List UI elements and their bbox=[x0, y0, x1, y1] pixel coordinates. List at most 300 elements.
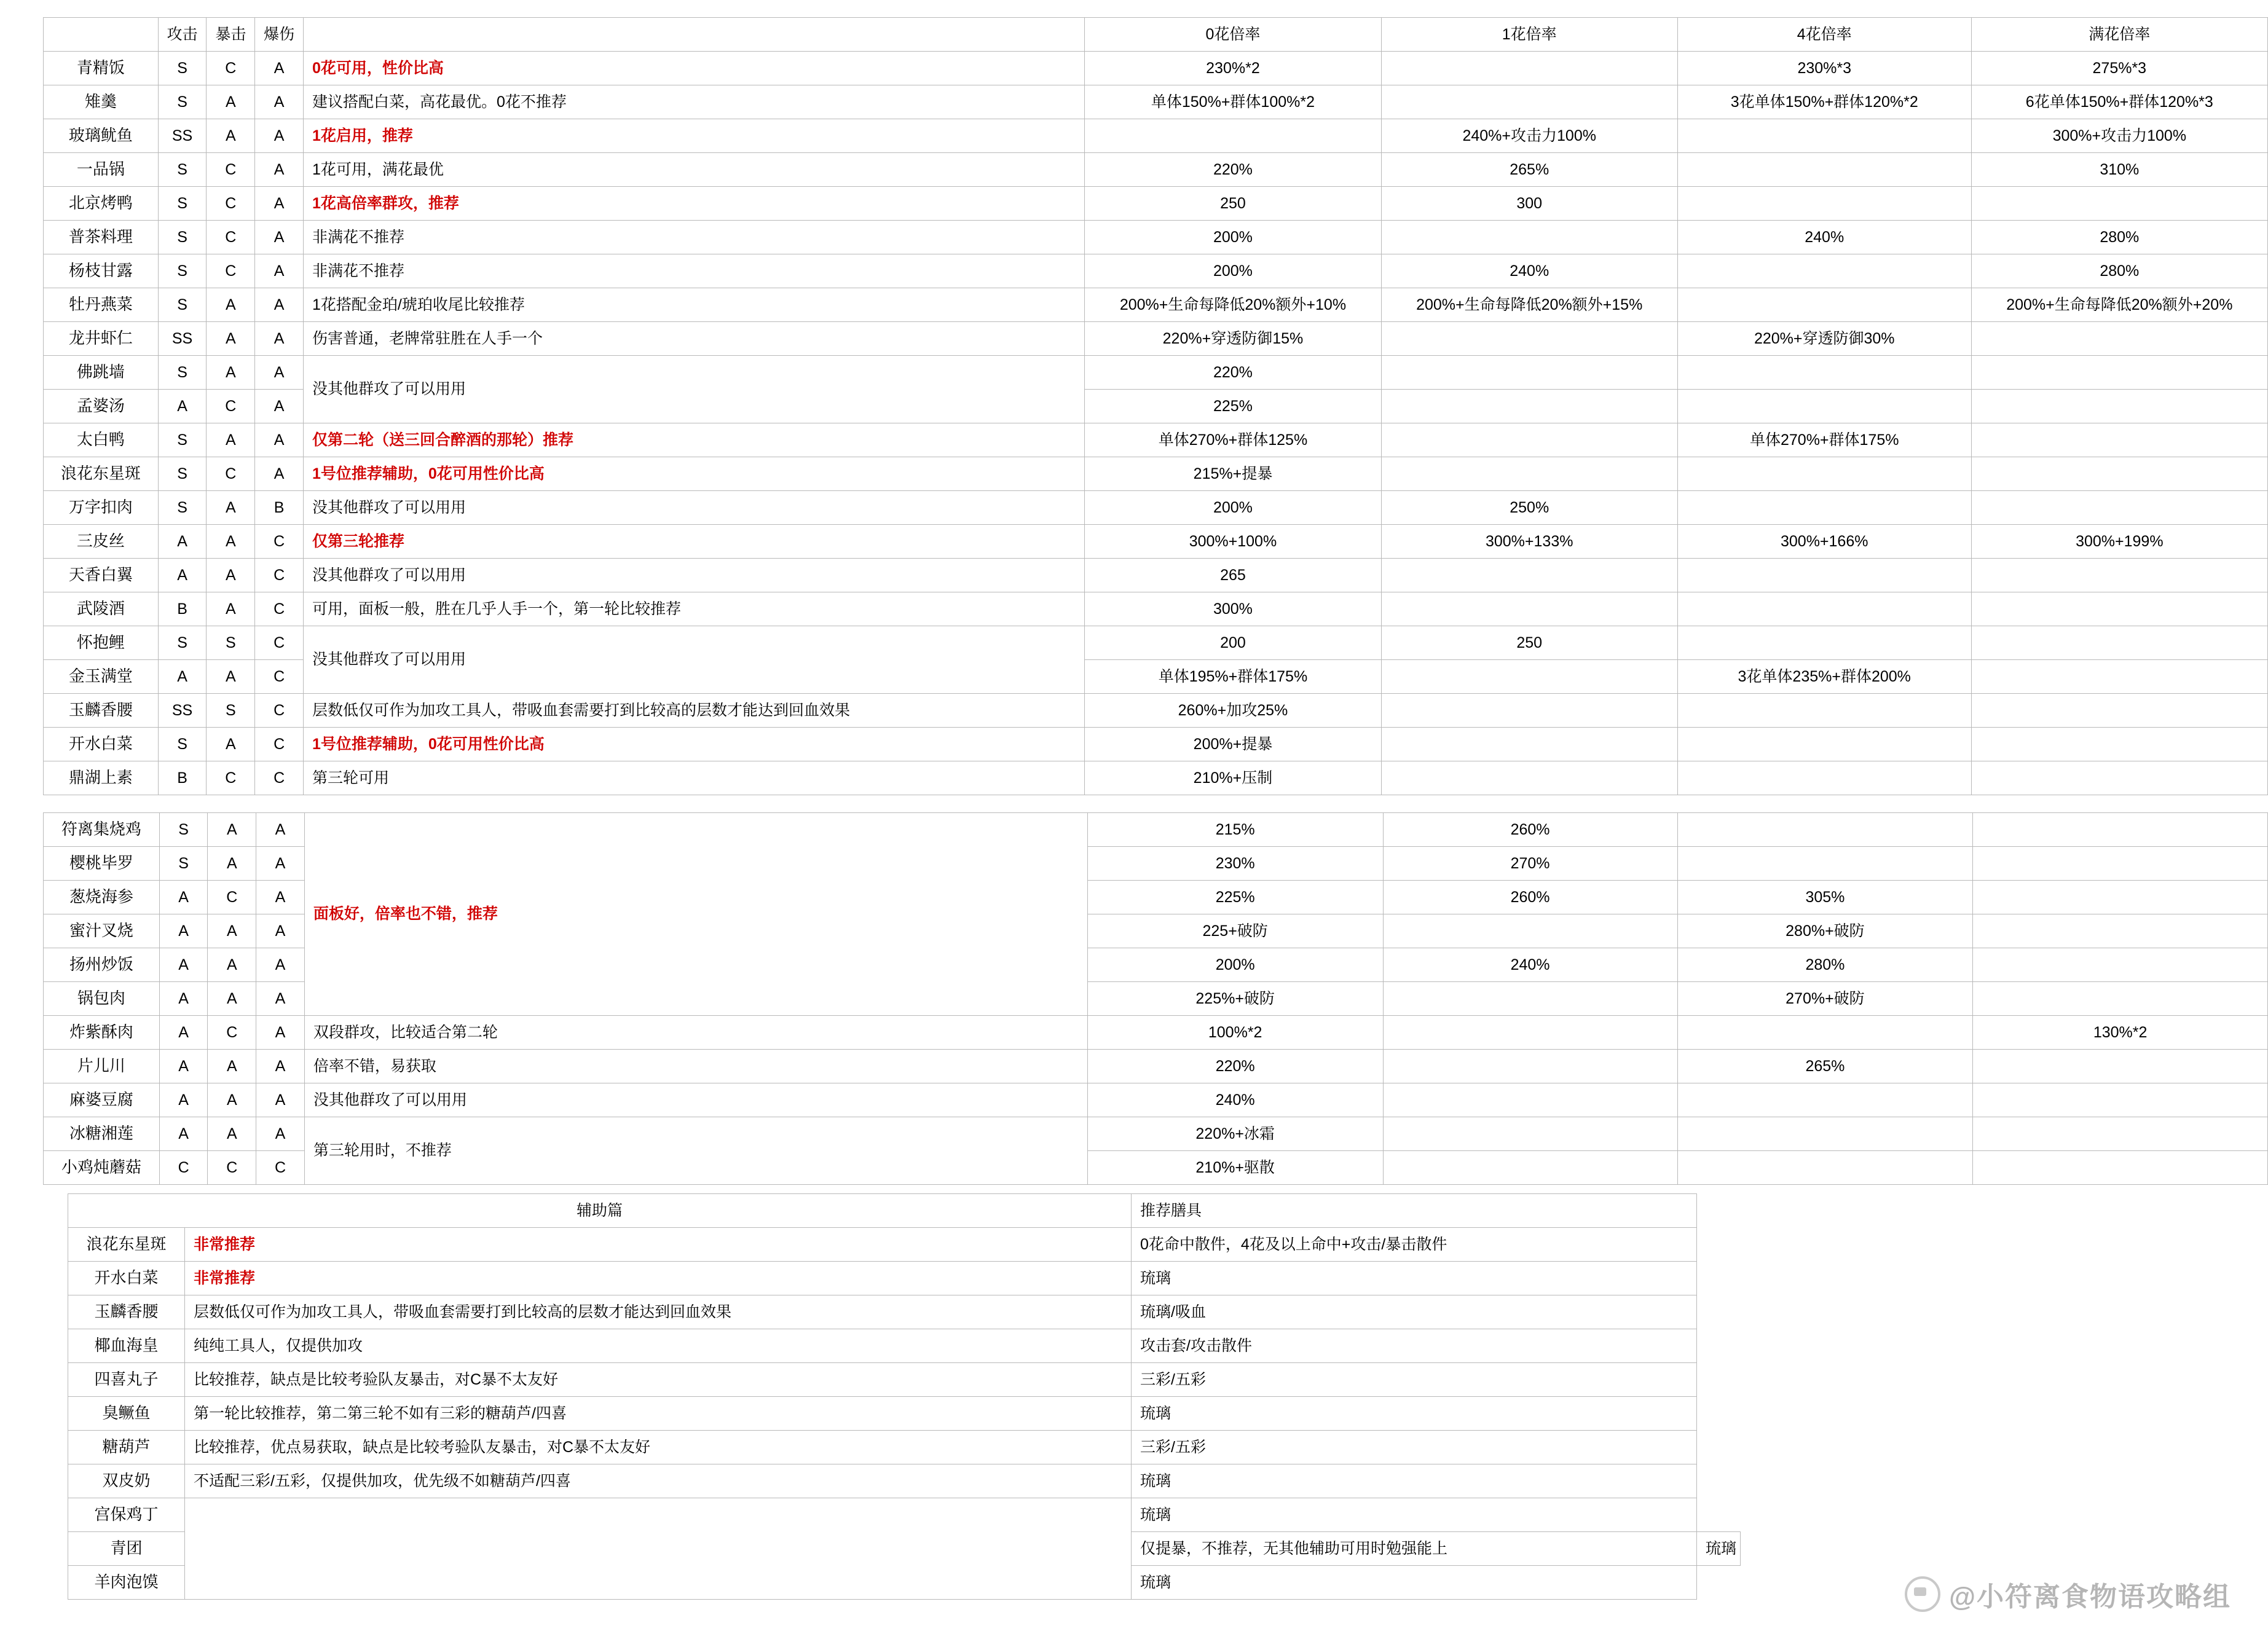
dish-name: 冰糖湘莲 bbox=[44, 1117, 160, 1151]
dish-note: 0花可用，性价比高 bbox=[304, 52, 1085, 85]
attack-grade: S bbox=[158, 626, 207, 660]
recommended-gear: 琉璃 bbox=[1132, 1566, 1697, 1600]
critdmg-grade: A bbox=[255, 322, 304, 356]
ratio-4-flower bbox=[1677, 491, 1971, 525]
crit-grade: C bbox=[207, 761, 255, 795]
crit-grade: C bbox=[208, 1151, 256, 1185]
attack-grade: A bbox=[159, 1016, 208, 1050]
ratio-4-flower bbox=[1677, 813, 1973, 847]
dish-name: 鼎湖上素 bbox=[44, 761, 159, 795]
ratio-4-flower bbox=[1677, 457, 1971, 491]
attack-grade: S bbox=[158, 52, 207, 85]
attack-grade: S bbox=[158, 728, 207, 761]
ratio-full-flower bbox=[1971, 187, 2267, 221]
crit-grade: A bbox=[207, 592, 255, 626]
critdmg-grade: A bbox=[255, 221, 304, 254]
crit-grade: A bbox=[208, 982, 256, 1016]
support-note bbox=[185, 1498, 1132, 1600]
crit-grade: A bbox=[207, 356, 255, 390]
ratio-1-flower: 250% bbox=[1381, 491, 1677, 525]
support-dish-name: 椰血海皇 bbox=[68, 1329, 185, 1363]
critdmg-grade: C bbox=[255, 592, 304, 626]
dish-note: 第三轮可用 bbox=[304, 761, 1085, 795]
ratio-full-flower bbox=[1973, 982, 2268, 1016]
ratio-0-flower: 200% bbox=[1085, 491, 1381, 525]
crit-grade: C bbox=[208, 1016, 256, 1050]
recommended-gear: 0花命中散件，4花及以上命中+攻击/暴击散件 bbox=[1132, 1228, 1697, 1262]
dish-name: 青精饭 bbox=[44, 52, 159, 85]
ratio-1-flower: 240%+攻击力100% bbox=[1381, 119, 1677, 153]
ratio-1-flower: 200%+生命每降低20%额外+15% bbox=[1381, 288, 1677, 322]
dish-note: 双段群攻，比较适合第二轮 bbox=[304, 1016, 1087, 1050]
support-dish-name: 臭鳜鱼 bbox=[68, 1397, 185, 1431]
dish-note: 建议搭配白菜，高花最优。0花不推荐 bbox=[304, 85, 1085, 119]
support-dish-name: 青团 bbox=[68, 1532, 185, 1566]
ratio-full-flower bbox=[1971, 694, 2267, 728]
attack-grade: S bbox=[159, 813, 208, 847]
ratio-1-flower: 240% bbox=[1383, 948, 1677, 982]
support-dish-name: 浪花东星斑 bbox=[68, 1228, 185, 1262]
attack-grade: S bbox=[158, 423, 207, 457]
crit-grade: C bbox=[208, 881, 256, 914]
ratio-full-flower bbox=[1973, 813, 2268, 847]
dish-name: 武陵酒 bbox=[44, 592, 159, 626]
attack-grade: A bbox=[158, 525, 207, 559]
ratio-4-flower bbox=[1677, 254, 1971, 288]
support-row bbox=[68, 1464, 1741, 1498]
attack-grade: A bbox=[159, 982, 208, 1016]
recommended-gear: 琉璃 bbox=[1132, 1262, 1697, 1295]
ratio-4-flower bbox=[1677, 559, 1971, 592]
crit-grade: A bbox=[207, 525, 255, 559]
support-note: 纯纯工具人，仅提供加攻 bbox=[185, 1329, 1132, 1363]
table-row bbox=[44, 322, 2268, 356]
ratio-1-flower: 270% bbox=[1383, 847, 1677, 881]
dish-note: 倍率不错，易获取 bbox=[304, 1050, 1087, 1083]
attack-grade: S bbox=[158, 288, 207, 322]
table-row bbox=[44, 1050, 2268, 1083]
ratio-4-flower: 220%+穿透防御30% bbox=[1677, 322, 1971, 356]
ratio-1-flower bbox=[1383, 1016, 1677, 1050]
ratio-0-flower: 单体195%+群体175% bbox=[1085, 660, 1381, 694]
dish-note: 1花搭配金珀/琥珀收尾比较推荐 bbox=[304, 288, 1085, 322]
table-row bbox=[44, 559, 2268, 592]
table-row bbox=[44, 728, 2268, 761]
critdmg-grade: A bbox=[255, 457, 304, 491]
ratio-1-flower bbox=[1381, 559, 1677, 592]
support-header-row bbox=[68, 1194, 1741, 1228]
ratio-0-flower: 250 bbox=[1085, 187, 1381, 221]
table-header-row bbox=[44, 18, 2268, 52]
ratio-1-flower bbox=[1381, 322, 1677, 356]
ratio-0-flower: 215%+提暴 bbox=[1085, 457, 1381, 491]
table-row bbox=[44, 525, 2268, 559]
weibo-icon bbox=[1905, 1576, 1940, 1612]
critdmg-grade: A bbox=[256, 1016, 305, 1050]
table-row bbox=[44, 694, 2268, 728]
ratio-1-flower: 250 bbox=[1381, 626, 1677, 660]
ratio-4-flower bbox=[1677, 592, 1971, 626]
attack-grade: S bbox=[158, 457, 207, 491]
crit-grade: A bbox=[207, 559, 255, 592]
ratio-1-flower: 240% bbox=[1381, 254, 1677, 288]
dish-name: 佛跳墙 bbox=[44, 356, 159, 390]
ratio-4-flower bbox=[1677, 847, 1973, 881]
crit-grade: C bbox=[207, 52, 255, 85]
recommended-gear: 攻击套/攻击散件 bbox=[1132, 1329, 1697, 1363]
critdmg-grade: C bbox=[255, 626, 304, 660]
support-table bbox=[68, 1193, 1741, 1600]
ratio-4-flower bbox=[1677, 356, 1971, 390]
ratio-0-flower: 225% bbox=[1087, 881, 1383, 914]
ratio-1-flower bbox=[1381, 660, 1677, 694]
crit-grade: S bbox=[207, 694, 255, 728]
header-note bbox=[304, 18, 1085, 52]
ratio-1-flower: 300 bbox=[1381, 187, 1677, 221]
ratio-full-flower: 310% bbox=[1971, 153, 2267, 187]
support-row bbox=[68, 1262, 1741, 1295]
ratio-full-flower: 6花单体150%+群体120%*3 bbox=[1971, 85, 2267, 119]
ratio-full-flower bbox=[1971, 592, 2267, 626]
ratio-1-flower bbox=[1383, 1050, 1677, 1083]
ratio-1-flower bbox=[1381, 85, 1677, 119]
ratio-0-flower: 200% bbox=[1085, 254, 1381, 288]
ratio-0-flower: 200% bbox=[1087, 948, 1383, 982]
support-note: 仅提暴，不推荐，无其他辅助可用时勉强能上 bbox=[1132, 1532, 1697, 1566]
dish-note: 没其他群攻了可以用用 bbox=[304, 356, 1085, 423]
support-note: 不适配三彩/五彩，仅提供加攻，优先级不如糖葫芦/四喜 bbox=[185, 1464, 1132, 1498]
crit-grade: A bbox=[207, 491, 255, 525]
attack-grade: A bbox=[159, 914, 208, 948]
ratio-0-flower: 225% bbox=[1085, 390, 1381, 423]
critdmg-grade: A bbox=[256, 948, 305, 982]
ratio-full-flower bbox=[1973, 1050, 2268, 1083]
support-dish-name: 双皮奶 bbox=[68, 1464, 185, 1498]
table-row bbox=[44, 1083, 2268, 1117]
support-header-left: 辅助篇 bbox=[68, 1194, 1132, 1228]
watermark-text: @小符离食物语攻略组 bbox=[1949, 1582, 2231, 1612]
ratio-full-flower: 280% bbox=[1971, 221, 2267, 254]
attack-grade: S bbox=[158, 356, 207, 390]
ratio-1-flower bbox=[1383, 914, 1677, 948]
ratio-0-flower: 200%+提暴 bbox=[1085, 728, 1381, 761]
header-critdmg: 爆伤 bbox=[255, 18, 304, 52]
table-row bbox=[44, 356, 2268, 390]
ratio-0-flower: 240% bbox=[1087, 1083, 1383, 1117]
ratio-0-flower: 210%+压制 bbox=[1085, 761, 1381, 795]
ratio-full-flower: 300%+攻击力100% bbox=[1971, 119, 2267, 153]
ratio-full-flower bbox=[1973, 881, 2268, 914]
crit-grade: A bbox=[207, 85, 255, 119]
crit-grade: A bbox=[207, 423, 255, 457]
ratio-4-flower bbox=[1677, 119, 1971, 153]
critdmg-grade: A bbox=[255, 187, 304, 221]
ratio-4-flower bbox=[1677, 626, 1971, 660]
recommended-gear: 三彩/五彩 bbox=[1132, 1431, 1697, 1464]
dish-note: 仅第二轮（送三回合醉酒的那轮）推荐 bbox=[304, 423, 1085, 457]
ratio-1-flower bbox=[1381, 356, 1677, 390]
support-note: 层数低仅可作为加攻工具人，带吸血套需要打到比较高的层数才能达到回血效果 bbox=[185, 1295, 1132, 1329]
table-row bbox=[44, 1117, 2268, 1151]
critdmg-grade: B bbox=[255, 491, 304, 525]
critdmg-grade: A bbox=[256, 1117, 305, 1151]
table-row bbox=[44, 813, 2268, 847]
ratio-full-flower bbox=[1971, 356, 2267, 390]
recommended-gear: 琉璃 bbox=[1132, 1397, 1697, 1431]
critdmg-grade: C bbox=[255, 728, 304, 761]
dish-name: 小鸡炖蘑菇 bbox=[44, 1151, 160, 1185]
dish-note: 层数低仅可作为加攻工具人，带吸血套需要打到比较高的层数才能达到回血效果 bbox=[304, 694, 1085, 728]
dish-name: 三皮丝 bbox=[44, 525, 159, 559]
attack-grade: S bbox=[158, 153, 207, 187]
dish-name: 杨枝甘露 bbox=[44, 254, 159, 288]
dish-name: 普茶料理 bbox=[44, 221, 159, 254]
corner-mark bbox=[2079, 1555, 2084, 1574]
header-m1: 1花倍率 bbox=[1381, 18, 1677, 52]
dish-name: 麻婆豆腐 bbox=[44, 1083, 160, 1117]
attack-grade: SS bbox=[158, 694, 207, 728]
ratio-4-flower: 280%+破防 bbox=[1677, 914, 1973, 948]
ratio-full-flower bbox=[1973, 847, 2268, 881]
support-note: 第一轮比较推荐，第二第三轮不如有三彩的糖葫芦/四喜 bbox=[185, 1397, 1132, 1431]
ratio-0-flower: 220% bbox=[1085, 153, 1381, 187]
crit-grade: A bbox=[207, 660, 255, 694]
dish-name: 扬州炒饭 bbox=[44, 948, 160, 982]
ratio-4-flower: 265% bbox=[1677, 1050, 1973, 1083]
crit-grade: A bbox=[208, 813, 256, 847]
ratio-1-flower bbox=[1381, 761, 1677, 795]
ratio-0-flower: 220%+穿透防御15% bbox=[1085, 322, 1381, 356]
dish-name: 万字扣肉 bbox=[44, 491, 159, 525]
dish-name: 蜜汁叉烧 bbox=[44, 914, 160, 948]
header-blank bbox=[44, 18, 159, 52]
dish-name: 雉羹 bbox=[44, 85, 159, 119]
attack-grade: S bbox=[158, 491, 207, 525]
attack-grade: SS bbox=[158, 322, 207, 356]
critdmg-grade: C bbox=[255, 559, 304, 592]
support-row bbox=[68, 1498, 1741, 1532]
support-dish-name: 糖葫芦 bbox=[68, 1431, 185, 1464]
table-row bbox=[44, 592, 2268, 626]
ratio-full-flower bbox=[1971, 491, 2267, 525]
table-row bbox=[44, 761, 2268, 795]
dish-note: 1花启用，推荐 bbox=[304, 119, 1085, 153]
watermark bbox=[1905, 1574, 2231, 1614]
critdmg-grade: A bbox=[256, 881, 305, 914]
crit-grade: A bbox=[208, 1117, 256, 1151]
critdmg-grade: A bbox=[256, 982, 305, 1016]
ratio-0-flower: 225%+破防 bbox=[1087, 982, 1383, 1016]
dish-note: 没其他群攻了可以用用 bbox=[304, 559, 1085, 592]
ratio-full-flower bbox=[1973, 948, 2268, 982]
support-dish-name: 羊肉泡馍 bbox=[68, 1566, 185, 1600]
ratio-4-flower bbox=[1677, 1151, 1973, 1185]
crit-grade: A bbox=[208, 1050, 256, 1083]
dish-name: 锅包肉 bbox=[44, 982, 160, 1016]
ratio-1-flower bbox=[1381, 221, 1677, 254]
dish-note: 1花高倍率群攻，推荐 bbox=[304, 187, 1085, 221]
table-row bbox=[44, 288, 2268, 322]
dish-name: 龙井虾仁 bbox=[44, 322, 159, 356]
table-row bbox=[44, 423, 2268, 457]
table-row bbox=[44, 52, 2268, 85]
ratio-4-flower bbox=[1677, 1016, 1973, 1050]
ratio-full-flower bbox=[1973, 1117, 2268, 1151]
critdmg-grade: A bbox=[255, 153, 304, 187]
attack-grade: A bbox=[158, 390, 207, 423]
ratio-4-flower bbox=[1677, 1083, 1973, 1117]
dish-note: 1号位推荐辅助，0花可用性价比高 bbox=[304, 457, 1085, 491]
crit-grade: A bbox=[208, 948, 256, 982]
header-crit: 暴击 bbox=[207, 18, 255, 52]
ratio-full-flower bbox=[1971, 423, 2267, 457]
dish-note: 伤害普通，老牌常驻胜在人手一个 bbox=[304, 322, 1085, 356]
ratio-0-flower: 200% bbox=[1085, 221, 1381, 254]
support-note: 比较推荐，缺点是比较考验队友暴击，对C暴不太友好 bbox=[185, 1363, 1132, 1397]
dish-name: 太白鸭 bbox=[44, 423, 159, 457]
ratio-0-flower: 200 bbox=[1085, 626, 1381, 660]
ratio-0-flower: 215% bbox=[1087, 813, 1383, 847]
ratio-0-flower: 100%*2 bbox=[1087, 1016, 1383, 1050]
table-row bbox=[44, 254, 2268, 288]
main-ratio-table bbox=[43, 17, 2268, 795]
critdmg-grade: A bbox=[256, 914, 305, 948]
attack-grade: A bbox=[159, 1050, 208, 1083]
dish-name: 怀抱鲤 bbox=[44, 626, 159, 660]
critdmg-grade: A bbox=[255, 85, 304, 119]
attack-grade: A bbox=[159, 948, 208, 982]
dish-name: 天香白翼 bbox=[44, 559, 159, 592]
table-row bbox=[44, 153, 2268, 187]
attack-grade: S bbox=[158, 187, 207, 221]
ratio-4-flower: 240% bbox=[1677, 221, 1971, 254]
dish-name: 牡丹燕菜 bbox=[44, 288, 159, 322]
crit-grade: A bbox=[208, 914, 256, 948]
dish-note: 非满花不推荐 bbox=[304, 254, 1085, 288]
dish-note: 没其他群攻了可以用用 bbox=[304, 626, 1085, 694]
crit-grade: A bbox=[207, 119, 255, 153]
ratio-full-flower: 300%+199% bbox=[1971, 525, 2267, 559]
attack-grade: C bbox=[159, 1151, 208, 1185]
crit-grade: C bbox=[207, 390, 255, 423]
attack-grade: A bbox=[159, 881, 208, 914]
attack-grade: A bbox=[158, 559, 207, 592]
ratio-4-flower: 270%+破防 bbox=[1677, 982, 1973, 1016]
support-dish-name: 宫保鸡丁 bbox=[68, 1498, 185, 1532]
attack-grade: SS bbox=[158, 119, 207, 153]
header-m4: 4花倍率 bbox=[1677, 18, 1971, 52]
critdmg-grade: C bbox=[255, 761, 304, 795]
dish-name: 符离集烧鸡 bbox=[44, 813, 160, 847]
crit-grade: S bbox=[207, 626, 255, 660]
ratio-1-flower bbox=[1381, 390, 1677, 423]
header-m0: 0花倍率 bbox=[1085, 18, 1381, 52]
crit-grade: A bbox=[207, 728, 255, 761]
ratio-0-flower: 220% bbox=[1087, 1050, 1383, 1083]
ratio-0-flower: 300% bbox=[1085, 592, 1381, 626]
ratio-4-flower: 3花单体150%+群体120%*2 bbox=[1677, 85, 1971, 119]
ratio-1-flower bbox=[1383, 1151, 1677, 1185]
ratio-full-flower bbox=[1971, 660, 2267, 694]
ratio-1-flower bbox=[1381, 52, 1677, 85]
ratio-full-flower: 275%*3 bbox=[1971, 52, 2267, 85]
ratio-full-flower bbox=[1971, 559, 2267, 592]
critdmg-grade: A bbox=[255, 52, 304, 85]
critdmg-grade: A bbox=[256, 813, 305, 847]
ratio-0-flower: 260%+加攻25% bbox=[1085, 694, 1381, 728]
crit-grade: A bbox=[207, 288, 255, 322]
crit-grade: C bbox=[207, 254, 255, 288]
dish-note: 1号位推荐辅助，0花可用性价比高 bbox=[304, 728, 1085, 761]
ratio-1-flower bbox=[1383, 1083, 1677, 1117]
support-header-right: 推荐膳具 bbox=[1132, 1194, 1697, 1228]
ratio-1-flower bbox=[1381, 592, 1677, 626]
ratio-full-flower bbox=[1971, 728, 2267, 761]
ratio-0-flower: 300%+100% bbox=[1085, 525, 1381, 559]
ratio-4-flower: 单体270%+群体175% bbox=[1677, 423, 1971, 457]
ratio-0-flower: 230%*2 bbox=[1085, 52, 1381, 85]
recommended-gear: 琉璃 bbox=[1132, 1464, 1697, 1498]
critdmg-grade: A bbox=[255, 423, 304, 457]
support-dish-name: 四喜丸子 bbox=[68, 1363, 185, 1397]
secondary-ratio-table bbox=[43, 812, 2268, 1185]
dish-name: 葱烧海参 bbox=[44, 881, 160, 914]
support-note: 非常推荐 bbox=[185, 1262, 1132, 1295]
attack-grade: S bbox=[158, 85, 207, 119]
ratio-full-flower bbox=[1973, 1083, 2268, 1117]
support-note: 非常推荐 bbox=[185, 1228, 1132, 1262]
dish-name: 玻璃鱿鱼 bbox=[44, 119, 159, 153]
ratio-0-flower: 210%+驱散 bbox=[1087, 1151, 1383, 1185]
crit-grade: C bbox=[207, 153, 255, 187]
ratio-0-flower: 230% bbox=[1087, 847, 1383, 881]
ratio-4-flower bbox=[1677, 390, 1971, 423]
dish-name: 樱桃毕罗 bbox=[44, 847, 160, 881]
ratio-0-flower: 单体150%+群体100%*2 bbox=[1085, 85, 1381, 119]
support-row bbox=[68, 1397, 1741, 1431]
table-row bbox=[44, 1016, 2268, 1050]
ratio-1-flower: 260% bbox=[1383, 881, 1677, 914]
ratio-4-flower bbox=[1677, 1117, 1973, 1151]
ratio-1-flower bbox=[1381, 423, 1677, 457]
ratio-1-flower bbox=[1381, 457, 1677, 491]
group-note: 面板好，倍率也不错，推荐 bbox=[304, 813, 1087, 1016]
ratio-4-flower bbox=[1677, 288, 1971, 322]
support-row bbox=[68, 1363, 1741, 1397]
critdmg-grade: C bbox=[255, 660, 304, 694]
ratio-0-flower: 265 bbox=[1085, 559, 1381, 592]
support-dish-name: 开水白菜 bbox=[68, 1262, 185, 1295]
table-row bbox=[44, 221, 2268, 254]
dish-note: 第三轮用时，不推荐 bbox=[304, 1117, 1087, 1185]
ratio-1-flower bbox=[1383, 1117, 1677, 1151]
ratio-full-flower bbox=[1971, 457, 2267, 491]
dish-note: 1花可用，满花最优 bbox=[304, 153, 1085, 187]
support-row bbox=[68, 1431, 1741, 1464]
dish-name: 北京烤鸭 bbox=[44, 187, 159, 221]
ratio-full-flower bbox=[1971, 322, 2267, 356]
table-row bbox=[44, 626, 2268, 660]
attack-grade: S bbox=[158, 221, 207, 254]
header-mfull: 满花倍率 bbox=[1971, 18, 2267, 52]
ratio-4-flower: 230%*3 bbox=[1677, 52, 1971, 85]
dish-name: 金玉满堂 bbox=[44, 660, 159, 694]
dish-note: 可用，面板一般，胜在几乎人手一个，第一轮比较推荐 bbox=[304, 592, 1085, 626]
dish-name: 开水白菜 bbox=[44, 728, 159, 761]
critdmg-grade: A bbox=[255, 254, 304, 288]
critdmg-grade: C bbox=[255, 525, 304, 559]
ratio-0-flower: 220% bbox=[1085, 356, 1381, 390]
